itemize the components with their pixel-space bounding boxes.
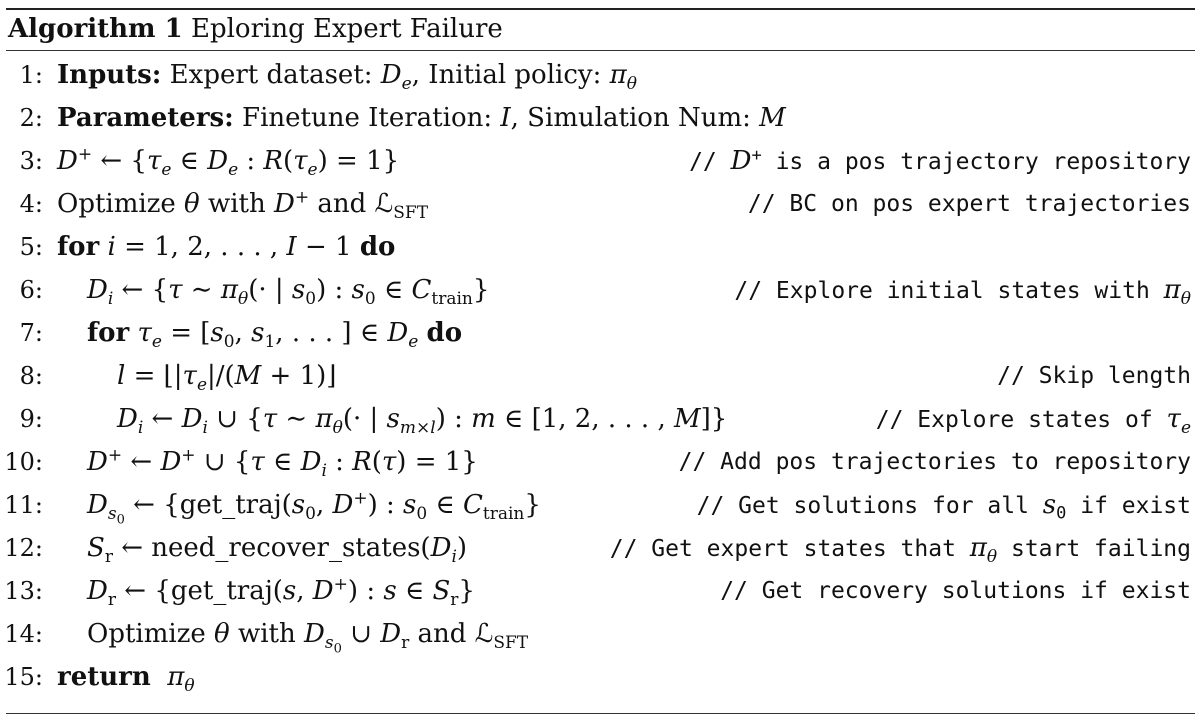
algorithm-line — [0, 570, 1201, 613]
line-text: for i = 1, 2, . . . , I − 1 do — [57, 232, 396, 262]
line-comment: // Get expert states that $\pi_\theta$ start failing — [609, 533, 1191, 568]
algorithm-caption — [8, 12, 503, 46]
line-number: 8: — [19, 362, 43, 390]
line-number: 11: — [4, 491, 43, 519]
algorithm-line — [0, 312, 1201, 355]
algorithm-body — [0, 54, 1201, 699]
line-text: $D_{s_0}$ ← {$get\_traj(s_0$, D+) : $s_0$ ∈ $C_{train}$} — [87, 488, 541, 528]
algorithm-line — [0, 140, 1201, 183]
line-text: $D_i$ ← {τ ∼ $\pi_\theta(\cdot$ | $s_0$) : $s_0$ ∈ $C_{train}$} — [87, 275, 490, 310]
line-comment: // D+ is a pos trajectory repository — [689, 145, 1191, 176]
line-number: 4: — [19, 190, 43, 218]
line-comment: // Add pos trajectories to repository — [678, 449, 1191, 475]
line-number: 6: — [19, 276, 43, 304]
line-text: Optimize θ with D+ and ℒ$_{SFT}$ — [57, 187, 429, 224]
line-number: 14: — [4, 620, 43, 648]
line-text: for $\tau_e = [s_0$, $s_1$, . . . ] ∈ $D_e$ do — [87, 318, 463, 353]
line-text: Optimize θ with $D_{s_0}$ ∪ $D_r$ and ℒ$_{SFT}$ — [87, 619, 529, 657]
line-number: 13: — [4, 577, 43, 605]
line-text: $D_i$ ← $D_i$ ∪ {τ ∼ $\pi_\theta(\cdot$ | $s_{m\times l}$) : m ∈ [1, 2, . . . , M]} — [117, 404, 728, 439]
line-text: $l = ⌊|\tau_e|/(M$ + 1)⌋ — [117, 361, 337, 396]
algorithm-line — [0, 441, 1201, 484]
algorithm-line — [0, 656, 1201, 699]
algorithm-line — [0, 527, 1201, 570]
line-comment: // Explore initial states with $\pi_\theta$ — [734, 275, 1191, 310]
line-text: Inputs: Expert dataset: $D_e$, Initial policy: $\pi_\theta$ — [57, 60, 637, 95]
algorithm-line — [0, 97, 1201, 140]
caption-rule — [6, 50, 1195, 51]
algorithm-label: Algorithm 1 — [8, 14, 183, 44]
algorithm-line — [0, 54, 1201, 97]
line-number: 5: — [19, 233, 43, 261]
line-comment: // Get solutions for all $s_0$ if exist — [696, 490, 1191, 524]
top-rule — [6, 8, 1195, 10]
line-comment: // BC on pos expert trajectories — [747, 191, 1191, 217]
line-comment: // Skip length — [997, 363, 1191, 389]
line-number: 1: — [19, 61, 43, 89]
algorithm-line — [0, 183, 1201, 226]
line-text: D+ ← {$\tau_e$ ∈ $D_e$ : $R(\tau_e) = 1$} — [57, 144, 400, 181]
algorithm-line — [0, 355, 1201, 398]
line-text: return $\pi_\theta$ — [57, 662, 195, 697]
algorithm-title: Eploring Expert Failure — [190, 14, 503, 44]
line-text: $S_r$ ← $need\_recover\_states(D_i)$ — [87, 533, 468, 568]
algorithm-line — [0, 269, 1201, 312]
line-number: 12: — [4, 534, 43, 562]
line-number: 2: — [19, 104, 43, 132]
algorithm-line — [0, 226, 1201, 269]
line-number: 3: — [19, 147, 43, 175]
line-text: Parameters: Finetune Iteration: I, Simulation Num: M — [57, 103, 786, 133]
line-text: $D_r$ ← {get_traj(s, D+) : s ∈ $S_r$} — [87, 574, 475, 611]
algorithm-line — [0, 613, 1201, 656]
algorithm-line — [0, 398, 1201, 441]
line-number: 7: — [19, 319, 43, 347]
bottom-rule — [6, 713, 1195, 714]
line-text: D+ ← D+ ∪ {τ ∈ $D_i$ : R(τ) = 1} — [87, 445, 478, 482]
line-number: 9: — [19, 405, 43, 433]
line-comment: // Explore states of $\tau_e$ — [875, 404, 1191, 439]
line-number: 10: — [4, 448, 43, 476]
algorithm-line — [0, 484, 1201, 527]
line-comment: // Get recovery solutions if exist — [720, 578, 1191, 604]
line-number: 15: — [4, 663, 43, 691]
